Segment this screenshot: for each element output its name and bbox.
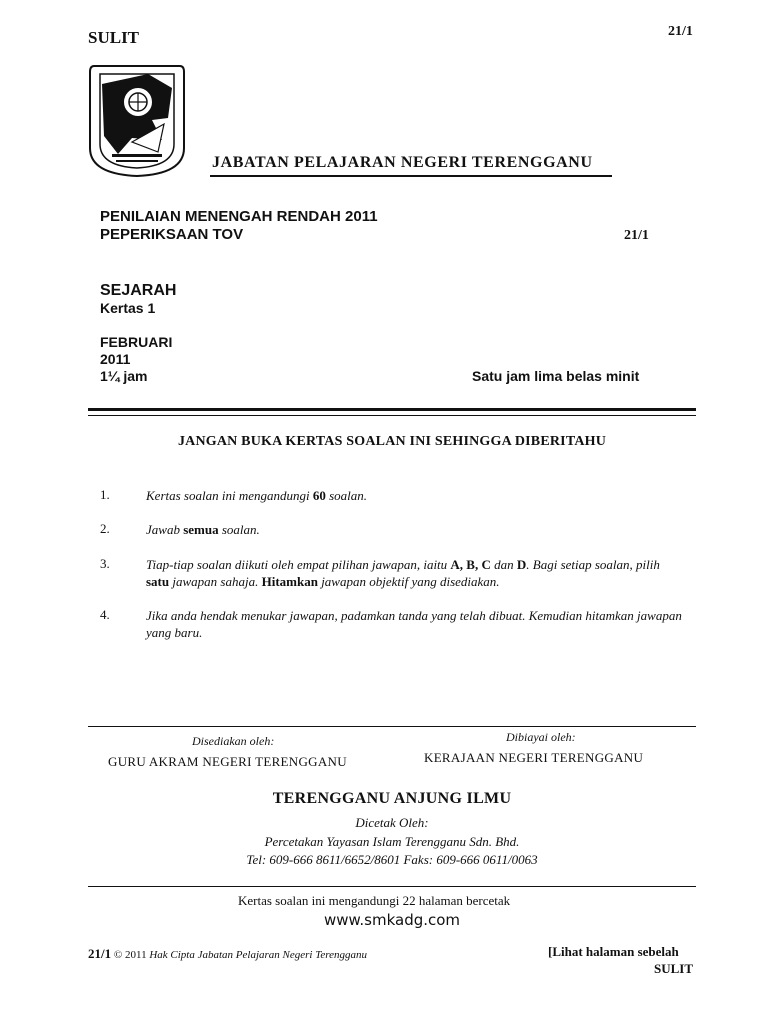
exam-code: 21/1 — [624, 228, 649, 243]
instruction-item — [146, 487, 694, 504]
instruction-emphasis: Hitamkan — [261, 574, 318, 589]
copyright-code: 21/1 — [88, 946, 112, 961]
paper-number: Kertas 1 — [100, 300, 156, 316]
instruction-number: 2. — [100, 521, 110, 536]
exam-type: PEPERIKSAAN TOV — [100, 226, 244, 243]
printer-name: Percetakan Yayasan Islam Terengganu Sdn. Bhd. — [264, 834, 520, 849]
exam-duration-words: Satu jam lima belas minit — [472, 368, 640, 384]
instruction-number: 4. — [100, 607, 110, 622]
exam-duration: 1¼ jam — [100, 368, 148, 384]
instruction-text: dan — [490, 557, 517, 572]
funded-by: KERAJAAN NEGERI TERENGGANU — [424, 750, 644, 765]
paper-code-top: 21/1 — [668, 24, 693, 39]
exam-name: PENILAIAN MENENGAH RENDAH 2011 — [100, 208, 378, 225]
next-page-note: [Lihat halaman sebelah — [548, 944, 679, 959]
exam-year: 2011 — [100, 351, 131, 367]
footer-divider — [88, 726, 696, 727]
page-count: Kertas soalan ini mengandungi 22 halaman bercetak — [238, 893, 511, 908]
instruction-emphasis: semua — [183, 522, 219, 537]
warning-notice: JANGAN BUKA KERTAS SOALAN INI SEHINGGA DIBERITAHU — [177, 434, 607, 449]
motto: TERENGGANU ANJUNG ILMU — [272, 790, 512, 807]
divider-thin — [88, 415, 696, 416]
instruction-item — [146, 607, 686, 641]
education-department-crest-icon — [88, 62, 186, 178]
instruction-number: 3. — [100, 556, 110, 571]
printer-contact: Tel: 609-666 8611/6652/8601 Faks: 609-666 0611/0063 — [246, 852, 538, 867]
funded-by-label: Dibiayai oleh: — [506, 730, 576, 744]
classification-top: SULIT — [88, 28, 140, 47]
classification-bottom: SULIT — [654, 961, 694, 976]
instruction-text: . Bagi setiap soalan, pilih — [526, 557, 660, 572]
instruction-text: jawapan sahaja. — [169, 574, 262, 589]
printed-by-label: Dicetak Oleh: — [355, 815, 429, 830]
department-underline — [210, 175, 612, 177]
exam-month: FEBRUARI — [100, 334, 173, 350]
instruction-emphasis: A, B, C — [450, 557, 491, 572]
website-link[interactable]: www.smkadg.com — [323, 911, 461, 929]
subject: SEJARAH — [100, 282, 177, 299]
instruction-text: soalan. — [325, 488, 368, 503]
copyright-owner: Hak Cipta Jabatan Pelajaran Negeri Terengganu — [149, 949, 367, 961]
copyright-symbol: © 2011 — [113, 949, 147, 961]
instruction-text: soalan. — [218, 522, 260, 537]
instruction-text: Tiap-tiap soalan diikuti oleh empat pilihan jawapan, iaitu — [146, 557, 451, 572]
divider-thick — [88, 408, 696, 411]
instruction-emphasis: D — [516, 557, 527, 572]
prepared-by: GURU AKRAM NEGERI TERENGGANU — [108, 754, 347, 769]
prepared-by-label: Disediakan oleh: — [192, 734, 275, 748]
copyright-line — [88, 946, 367, 962]
instruction-text: Jawab — [146, 522, 184, 537]
instruction-item — [146, 556, 686, 590]
instruction-item — [146, 521, 694, 538]
footer-divider — [88, 886, 696, 887]
department-title: JABATAN PELAJARAN NEGERI TERENGGANU — [212, 154, 593, 171]
instruction-text: Kertas soalan ini mengandungi — [146, 488, 313, 503]
instruction-text: jawapan objektif yang disediakan. — [317, 574, 500, 589]
instruction-emphasis: satu — [146, 574, 170, 589]
instruction-emphasis: 60 — [312, 488, 326, 503]
instruction-text: Jika anda hendak menukar jawapan, padamkan tanda yang telah dibuat. Kemudian hitamkan jawapan yang baru. — [146, 608, 682, 640]
instruction-number: 1. — [100, 487, 110, 502]
